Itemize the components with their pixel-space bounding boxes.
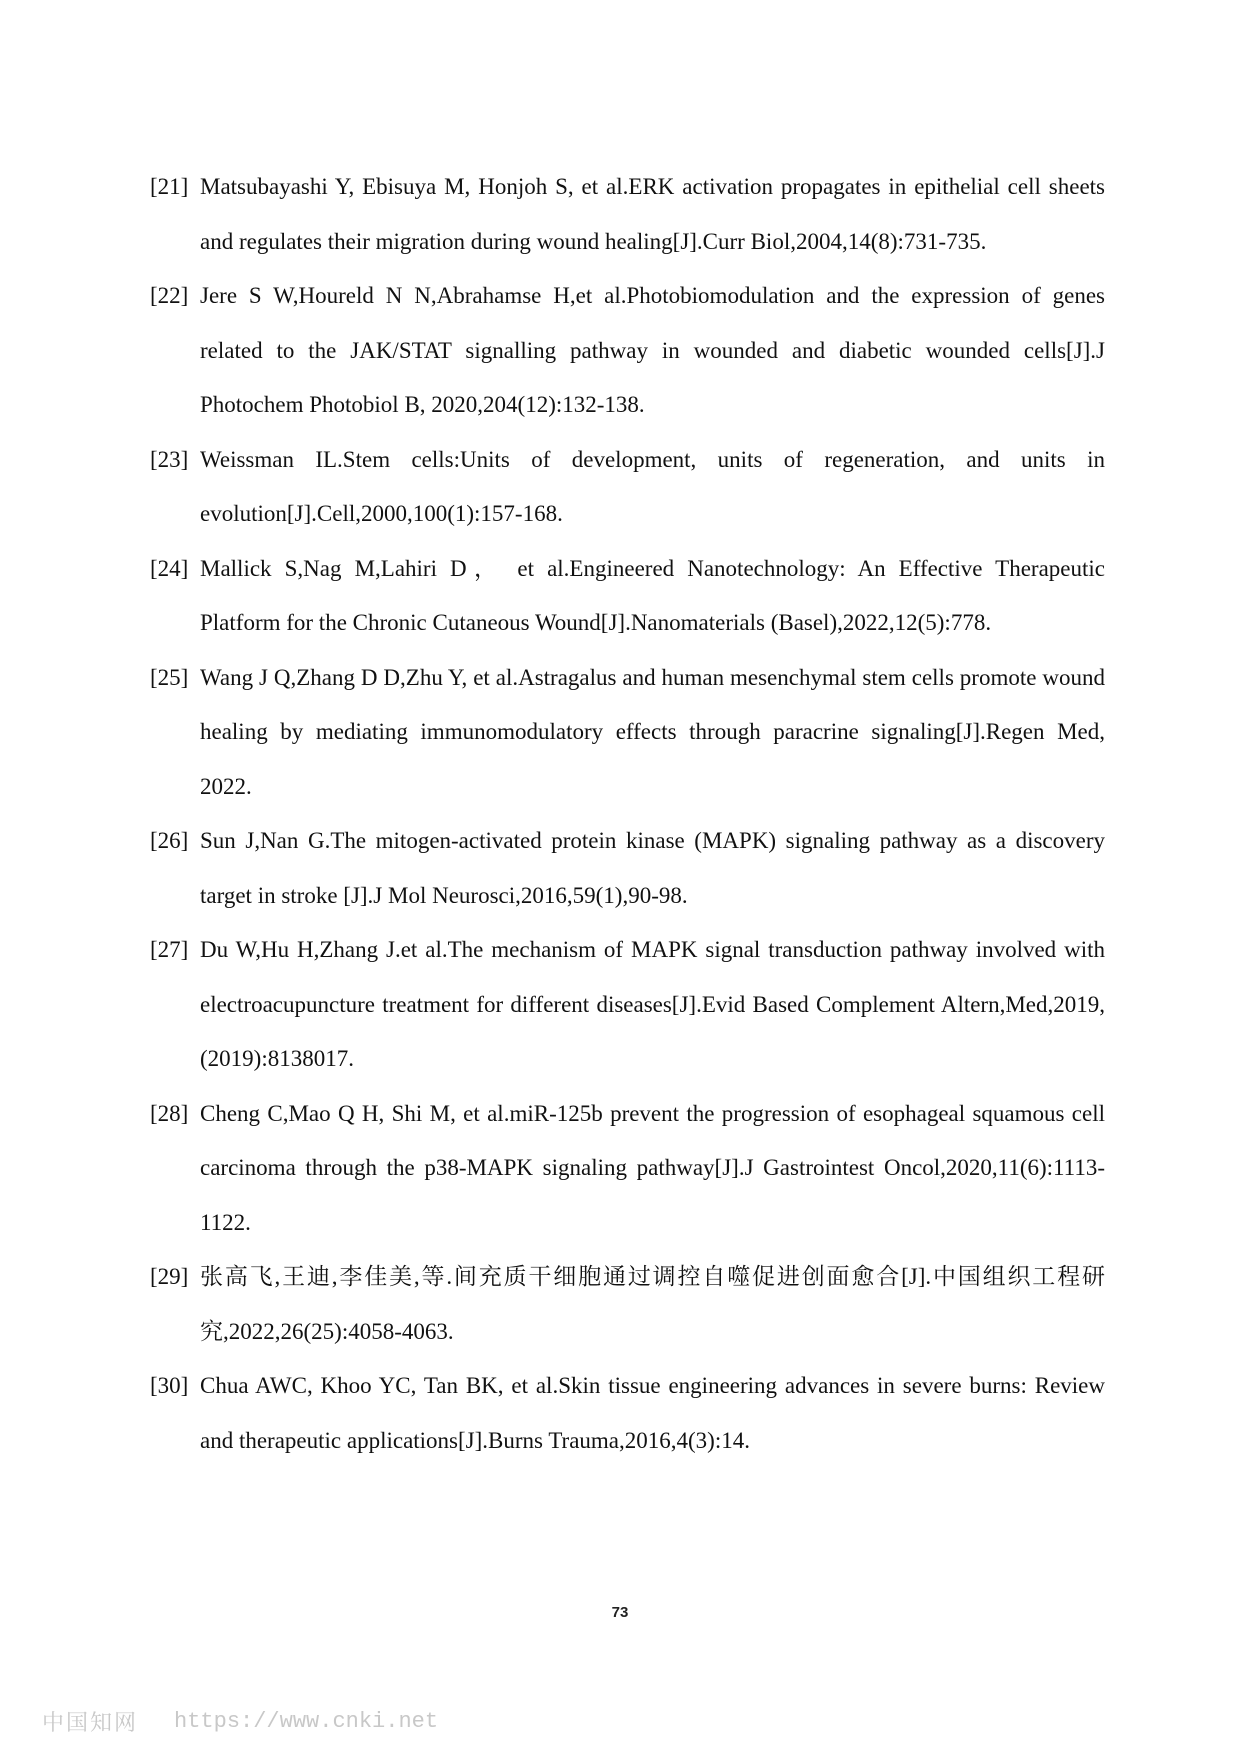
reference-text: Matsubayashi Y, Ebisuya M, Honjoh S, et al.ERK activation propagates in epithelial cell sheets and regulates their migration during wound healing[J].Curr Biol,2004,14(8):731-735. [200,174,1105,254]
cnki-watermark [42,1706,438,1737]
reference-number: [29] [150,1264,189,1289]
reference-number: [28] [150,1100,189,1126]
reference-text: Mallick S,Nag M,Lahiri D， et al.Engineered Nanotechnology: An Effective Therapeutic Platform for the Chronic Cutaneous Wound[J].Nanomaterials (Basel),2022,12(5):778. [200,555,1105,635]
reference-text: Chua AWC, Khoo YC, Tan BK, et al.Skin tissue engineering advances in severe burns: Review and therapeutic applications[J].Burns Trauma,2016,4(3):14. [200,1373,1105,1453]
reference-number: [30] [150,1373,189,1398]
reference-number: [23] [150,446,189,472]
reference-number: [26] [150,828,189,853]
reference-item [150,1359,1105,1468]
reference-number: [27] [150,937,189,962]
reference-item [150,651,1105,815]
reference-text: Jere S W,Houreld N N,Abrahamse H,et al.Photobiomodulation and the expression of genes related to the JAK/STAT signalling pathway in wounded and diabetic wounded cells[J].J Photochem Photobiol B, 2020,204(12):132-138. [200,283,1105,417]
page-number: 73 [611,1604,629,1621]
reference-item [150,542,1105,651]
reference-item [150,923,1105,1087]
reference-text: Cheng C,Mao Q H, Shi M, et al.miR-125b prevent the progression of esophageal squamous cell carcinoma through the p38-MAPK signaling pathway[J].J Gastrointest Oncol,2020,11(6):1113-1122. [200,1100,1105,1235]
reference-item [150,814,1105,923]
reference-number: [22] [150,283,189,308]
watermark-site-name: 中国知网 [42,1711,139,1736]
reference-text: Weissman IL.Stem cells:Units of development, units of regeneration, and units in evolution[J].Cell,2000,100(1):157-168. [200,446,1105,526]
reference-item [150,160,1105,269]
reference-number: [25] [150,664,189,690]
reference-text: Du W,Hu H,Zhang J.et al.The mechanism of MAPK signal transduction pathway involved with electroacupuncture treatment for different diseases[J].Evid Based Complement Altern,Med,2019, (2019):8138017. [200,937,1105,1071]
reference-number: [21] [150,174,189,199]
reference-item [150,433,1105,542]
reference-number: [24] [150,555,189,581]
reference-item [150,269,1105,433]
reference-item [150,1087,1105,1251]
reference-text: Wang J Q,Zhang D D,Zhu Y, et al.Astragalus and human mesenchymal stem cells promote wound healing by mediating immunomodulatory effects through paracrine signaling[J].Regen Med, 2022. [200,664,1105,799]
reference-item [150,1250,1105,1359]
watermark-url: https://www.cnki.net [174,1709,439,1734]
reference-list [150,160,1105,1468]
reference-text: 张高飞,王迪,李佳美,等.间充质干细胞通过调控自噬促进创面愈合[J].中国组织工程研究,2022,26(25):4058-4063. [200,1264,1105,1344]
reference-text: Sun J,Nan G.The mitogen-activated protein kinase (MAPK) signaling pathway as a discovery target in stroke [J].J Mol Neurosci,2016,59(1),90-98. [200,828,1105,908]
